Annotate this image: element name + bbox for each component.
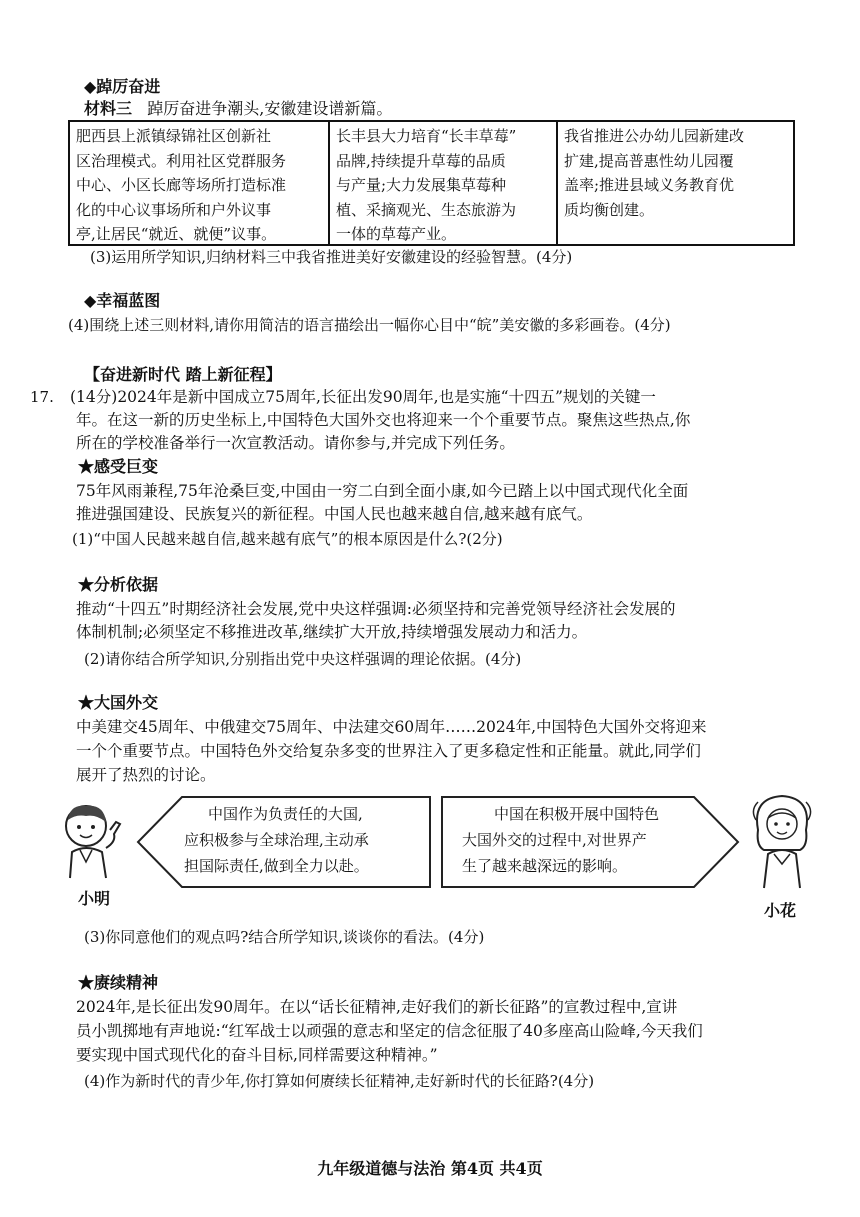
text-line: 2024年,是长征出发90周年。在以“话长征精神,走好我们的新长征路”的宣教过程中,宣讲 xyxy=(76,998,678,1016)
section-header-jueli: ◆踔厉奋进 xyxy=(84,77,161,96)
part3-text xyxy=(76,716,816,786)
material-text: 踔厉奋进争潮头,安徽建设谱新篇。 xyxy=(147,99,393,118)
xiaohua-name: 小花 xyxy=(764,901,797,920)
intro-line: (14分)2024年是新中国成立75周年,长征出发90周年,也是实施“十四五”规划的关键一 xyxy=(70,388,656,406)
cell-line: 化的中心议事场所和户外议事 xyxy=(76,200,272,219)
part4-question: (4)作为新时代的青少年,你打算如何赓续长征精神,走好新时代的长征路?(4分) xyxy=(84,1072,595,1090)
cell-line: 长丰县大力培育“长丰草莓” xyxy=(336,127,517,145)
cell-line: 盖率;推进县域义务教育优 xyxy=(564,176,735,194)
text-line: 员小凯掷地有声地说:“红军战士以顽强的意志和坚定的信念征服了40多座高山险峰,今天我们 xyxy=(76,1022,703,1040)
part2-question: (2)请你结合所学知识,分别指出党中央这样强调的理论依据。(4分) xyxy=(84,650,522,668)
xiaoming-illustration xyxy=(50,800,130,880)
cell-line: 与产量;大力发展集草莓种 xyxy=(336,176,507,194)
material-three-line xyxy=(84,98,392,120)
speech-line: 中国在积极开展中国特色 xyxy=(494,805,660,823)
part2-text xyxy=(76,598,816,644)
text-line: 展开了热烈的讨论。 xyxy=(76,766,216,784)
text-line: 中美建交45周年、中俄建交75周年、中法建交60周年……2024年,中国特色大国外交将迎来 xyxy=(76,718,707,736)
part3-question: (3)你同意他们的观点吗?结合所学知识,谈谈你的看法。(4分) xyxy=(84,928,485,946)
part-header-gengxu: ★赓续精神 xyxy=(78,973,159,992)
part1-text xyxy=(76,480,816,526)
part-header-ganshou: ★感受巨变 xyxy=(78,457,159,476)
text-line: 75年风雨兼程,75年沧桑巨变,中国由一穷二白到全面小康,如今已踏上以中国式现代化全面 xyxy=(76,482,689,500)
xiaohua-speech-box xyxy=(440,795,740,889)
table-cell-changfeng xyxy=(330,122,558,244)
cell-line: 一体的草莓产业。 xyxy=(336,225,457,243)
material-label: 材料三 xyxy=(84,99,133,118)
speech-line: 生了越来越深远的影响。 xyxy=(462,857,628,875)
question-3-section1: (3)运用所学知识,归纳材料三中我省推进美好安徽建设的经验智慧。(4分) xyxy=(90,248,573,266)
speech-line: 大国外交的过程中,对世界产 xyxy=(462,831,647,849)
text-line: 要实现中国式现代化的奋斗目标,同样需要这种精神。” xyxy=(76,1046,438,1064)
speech-line: 担国际责任,做到全力以赴。 xyxy=(184,857,369,875)
page-footer: 九年级道德与法治 第4页 共4页 xyxy=(317,1159,543,1178)
text-line: 一个个重要节点。中国特色外交给复杂多变的世界注入了更多稳定性和正能量。就此,同学们 xyxy=(76,742,701,760)
intro-line: 所在的学校准备举行一次宣教活动。请你参与,并完成下列任务。 xyxy=(76,434,515,452)
text-line: 推动“十四五”时期经济社会发展,党中央这样强调:必须坚持和完善党领导经济社会发展的 xyxy=(76,600,676,618)
part4-text xyxy=(76,996,816,1066)
material-table xyxy=(68,120,795,246)
text-line: 推进强国建设、民族复兴的新征程。中国人民也越来越自信,越来越有底气。 xyxy=(76,505,593,523)
part-header-daguo: ★大国外交 xyxy=(78,693,159,712)
cell-line: 扩建,提高普惠性幼儿园覆 xyxy=(564,151,734,170)
table-cell-kindergarten xyxy=(558,122,793,244)
question-17-intro xyxy=(70,386,810,456)
intro-line: 年。在这一新的历史坐标上,中国特色大国外交也将迎来一个个重要节点。聚焦这些热点,你 xyxy=(76,411,691,429)
section-header-fenjin: 【奋进新时代 踏上新征程】 xyxy=(84,365,282,384)
cell-line: 植、采摘观光、生态旅游为 xyxy=(336,200,517,219)
cell-line: 区治理模式。利用社区党群服务 xyxy=(76,151,287,170)
question-4-section2: (4)围绕上述三则材料,请你用简洁的语言描绘出一幅你心目中“皖”美安徽的多彩画卷。(4分) xyxy=(68,316,671,334)
cell-line: 亭,让居民“就近、就便”议事。 xyxy=(76,225,277,243)
cell-line: 中心、小区长廊等场所打造标准 xyxy=(76,176,287,194)
part-header-fenxi: ★分析依据 xyxy=(78,575,159,594)
section-header-xingfu: ◆幸福蓝图 xyxy=(84,291,161,310)
cell-line: 肥西县上派镇绿锦社区创新社 xyxy=(76,127,272,145)
cell-line: 质均衡创建。 xyxy=(564,200,655,219)
xiaoming-speech-box xyxy=(136,795,432,889)
cell-line: 我省推进公办幼儿园新建改 xyxy=(564,127,745,145)
table-cell-feixi xyxy=(70,122,330,244)
speech-line: 应积极参与全球治理,主动承 xyxy=(184,831,369,849)
speech-line: 中国作为负责任的大国, xyxy=(208,805,363,823)
text-line: 体制机制;必须坚定不移推进改革,继续扩大开放,持续增强发展动力和活力。 xyxy=(76,623,588,641)
xiaoming-name: 小明 xyxy=(78,889,111,908)
question-17-number: 17. xyxy=(30,388,54,406)
xiaohua-illustration xyxy=(742,790,822,890)
cell-line: 品牌,持续提升草莓的品质 xyxy=(336,151,506,170)
part1-question: (1)“中国人民越来越自信,越来越有底气”的根本原因是什么?(2分) xyxy=(72,530,503,548)
